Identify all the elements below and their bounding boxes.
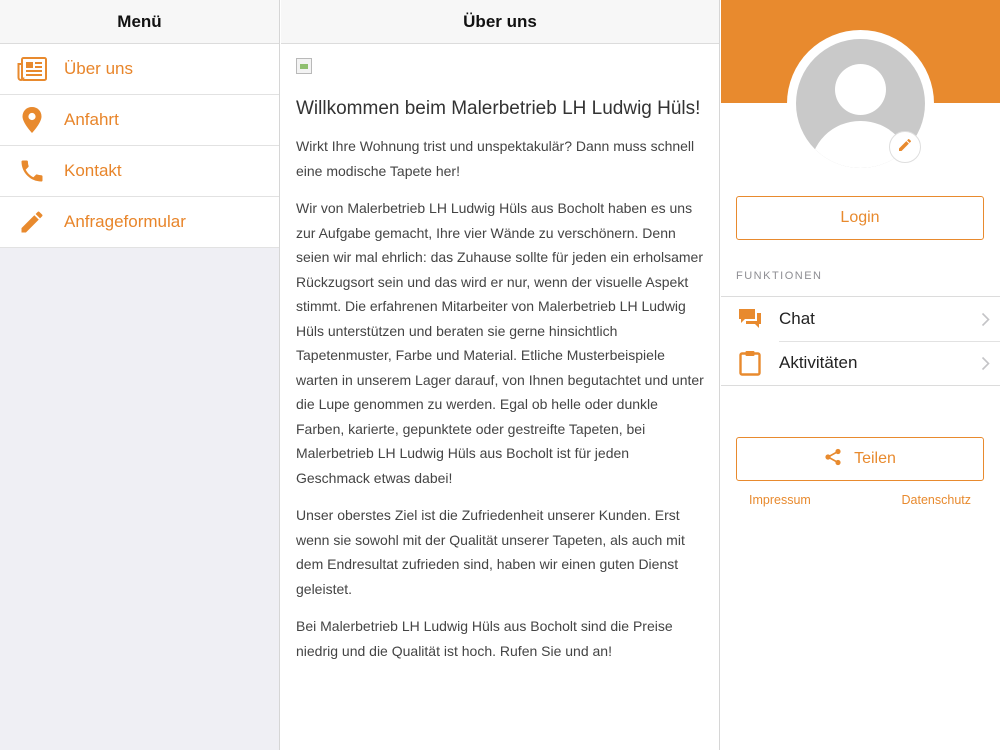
functions-list bbox=[721, 296, 1000, 386]
pencil-icon bbox=[897, 137, 913, 158]
menu-item-label: Über uns bbox=[64, 59, 133, 78]
menu-item-label: Anfrageformular bbox=[64, 212, 186, 231]
content-paragraph: Wir von Malerbetrieb LH Ludwig Hüls aus Bocholt haben es uns zur Aufgabe gemacht, Ihre vier Wände zu verschönern. Denn seien wir mal ehrlich: das Zuhause sollte für jeden ein erholsamer Rückzugsort sein und das wird er nur, wenn der visuelle Aspekt stimmt. Die erfahrenen Mitarbeiter von Malerbetrieb LH Ludwig Hüls unterstützen und beraten sie gerne hinsichtlich Tapetenmuster, Farbe und Material. Etliche Musterbeispiele warten in unserem Lager darauf, von Ihnen begutachtet und unter die Lupe genommen zu werden. Egal ob helle oder dunkle Farben, karierte, gepunktete oder gestreifte Tapeten, bei Malerbetrieb LH Ludwig Hüls aus Bocholt ist für jeden Geschmack etwas dabei! bbox=[296, 200, 704, 486]
function-item-label: Chat bbox=[779, 309, 815, 328]
content-paragraph: Bei Malerbetrieb LH Ludwig Hüls aus Bocholt sind die Preise niedrig und die Qualität ist hoch. Rufen Sie und an! bbox=[296, 618, 673, 659]
pencil-icon bbox=[0, 208, 64, 236]
menu-item-label: Anfahrt bbox=[64, 110, 119, 129]
map-pin-icon bbox=[0, 106, 64, 134]
function-item-aktivitaeten[interactable] bbox=[721, 341, 1000, 385]
login-button-label: Login bbox=[840, 209, 880, 226]
menu-item-anfahrt[interactable] bbox=[0, 95, 279, 146]
menu-item-anfrageformular[interactable] bbox=[0, 197, 279, 248]
chevron-right-icon bbox=[970, 312, 1000, 327]
datenschutz-link[interactable]: Datenschutz bbox=[901, 493, 971, 507]
impressum-link[interactable]: Impressum bbox=[749, 493, 811, 507]
menu-item-ueber-uns[interactable] bbox=[0, 44, 279, 95]
menu-header bbox=[0, 0, 279, 44]
function-item-label: Aktivitäten bbox=[779, 353, 858, 372]
content-paragraph: Wirkt Ihre Wohnung trist und unspektakulär? Dann muss schnell eine modische Tapete her! bbox=[296, 138, 695, 179]
chat-icon bbox=[721, 307, 779, 331]
login-button[interactable] bbox=[736, 196, 984, 240]
content-panel bbox=[281, 0, 720, 750]
newspaper-icon bbox=[0, 57, 64, 81]
share-icon bbox=[824, 448, 842, 471]
profile-panel bbox=[721, 0, 1000, 750]
chevron-right-icon bbox=[970, 356, 1000, 371]
footer-links bbox=[721, 493, 1000, 507]
phone-icon bbox=[0, 157, 64, 185]
content-paragraph: Unser oberstes Ziel ist die Zufriedenheit unserer Kunden. Erst wenn sie sowohl mit der Qualität unserer Tapeten, als auch mit dem Endresultat zufrieden sind, haben wir einen guten Dienst geleistet. bbox=[296, 507, 685, 597]
content-header bbox=[281, 0, 719, 44]
broken-image-icon bbox=[296, 58, 312, 74]
content-body bbox=[281, 44, 719, 663]
menu-panel bbox=[0, 0, 280, 750]
menu-list bbox=[0, 44, 279, 248]
menu-title: Menü bbox=[117, 11, 162, 31]
content-heading: Willkommen beim Malerbetrieb LH Ludwig Hüls! bbox=[296, 98, 701, 119]
share-button[interactable] bbox=[736, 437, 984, 481]
clipboard-icon bbox=[721, 350, 779, 376]
functions-section-label: FUNKTIONEN bbox=[736, 270, 823, 282]
page-title: Über uns bbox=[463, 11, 537, 31]
menu-item-kontakt[interactable] bbox=[0, 146, 279, 197]
edit-avatar-button[interactable] bbox=[889, 131, 921, 163]
menu-item-label: Kontakt bbox=[64, 161, 122, 180]
share-button-label: Teilen bbox=[854, 450, 896, 467]
function-item-chat[interactable] bbox=[721, 297, 1000, 341]
